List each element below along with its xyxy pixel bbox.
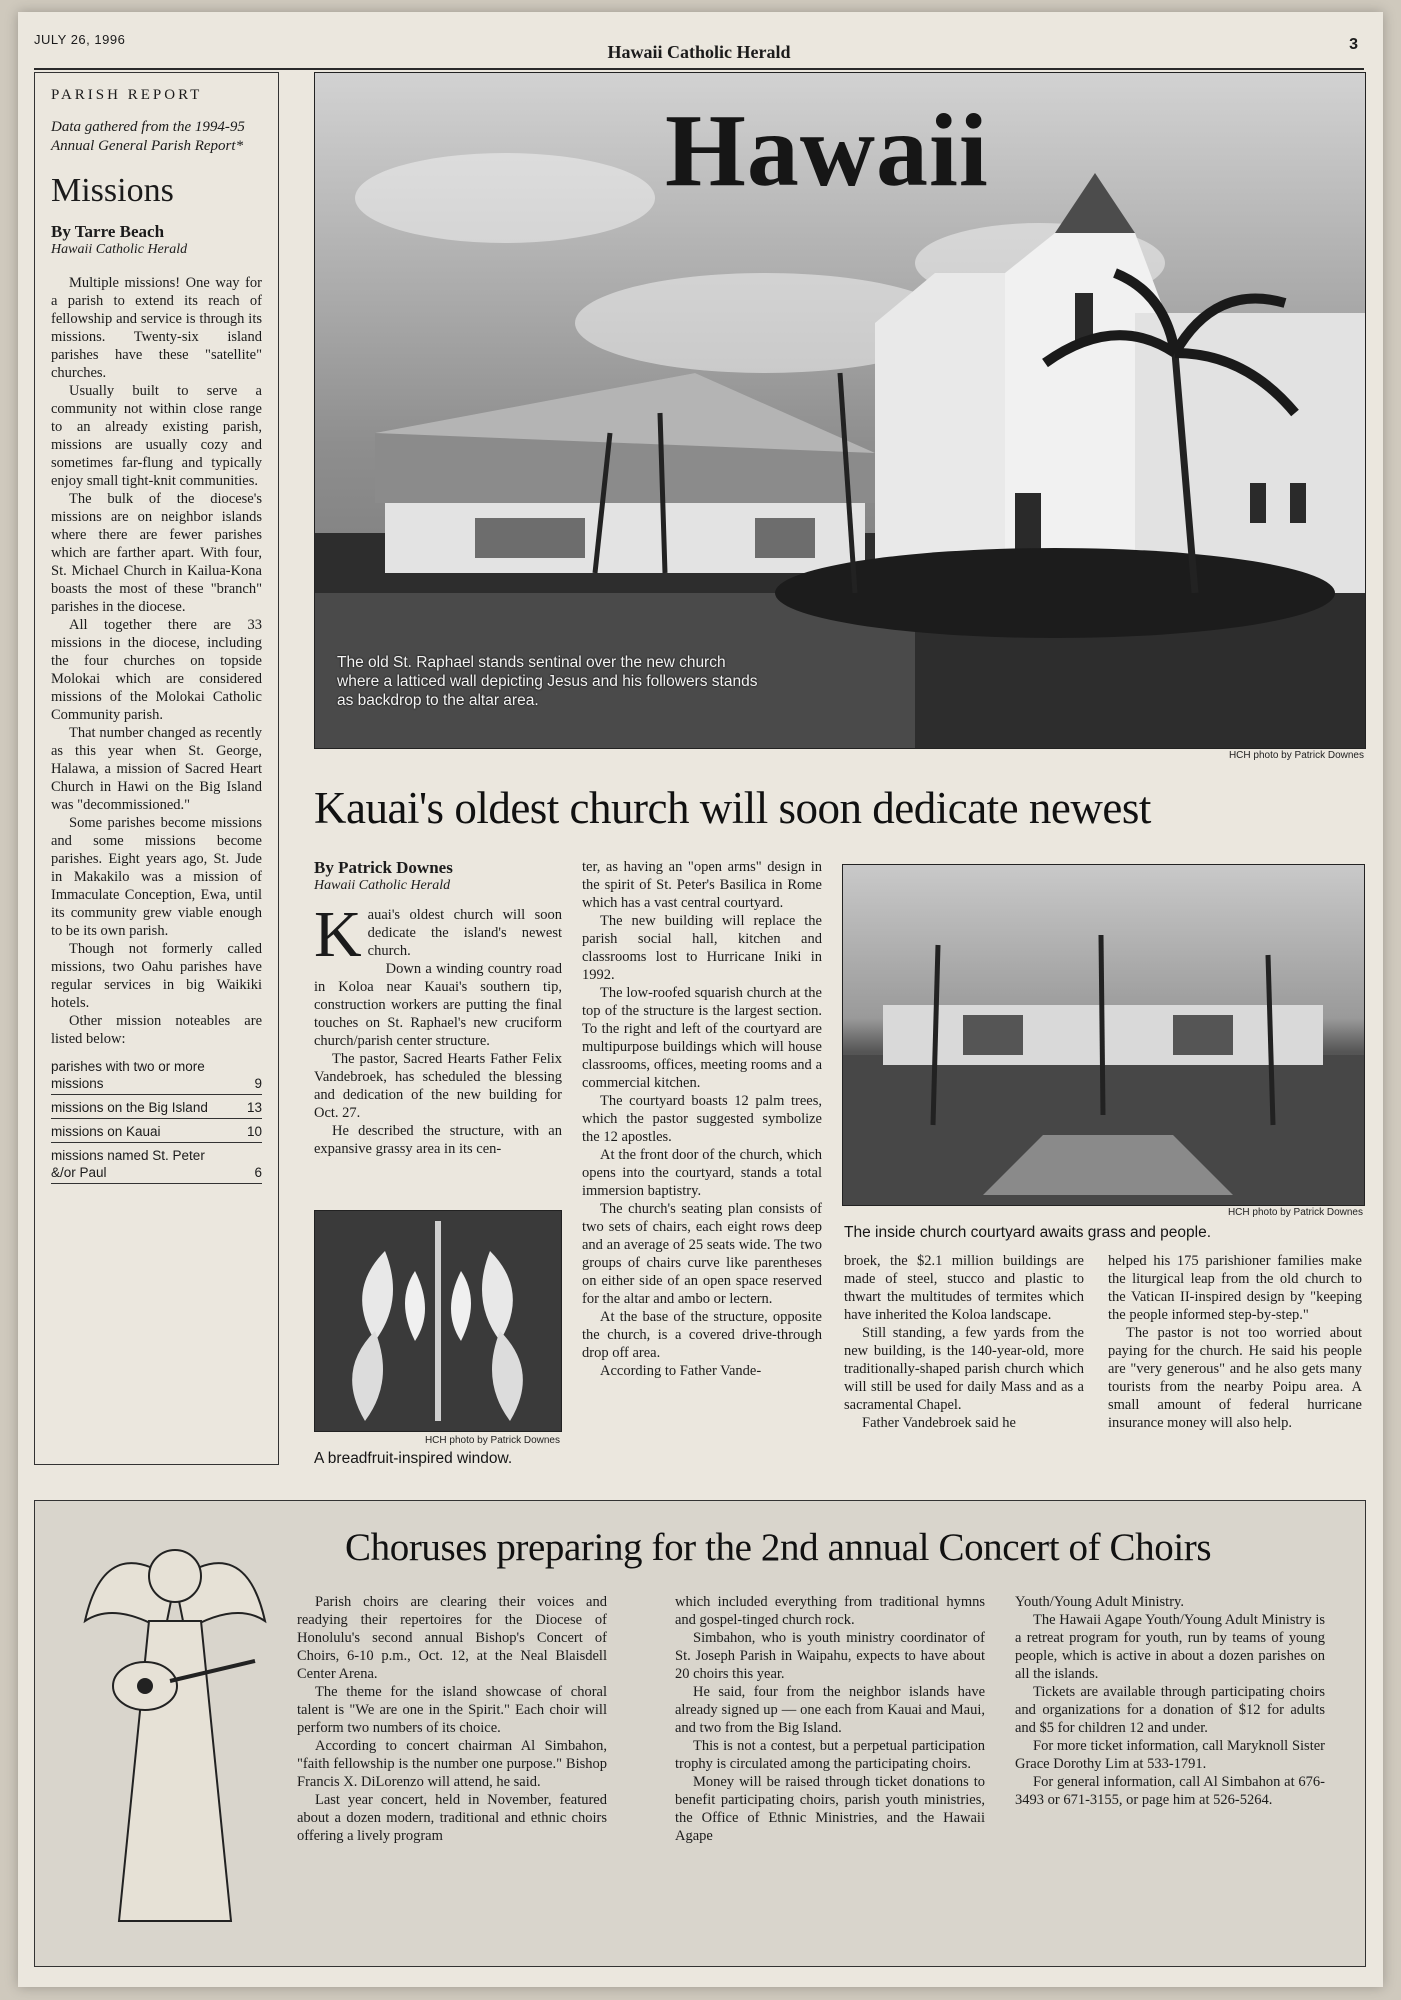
choir-paragraph: Last year concert, held in November, featured about a dozen modern, traditional and ethnic choirs offering a lively program [297,1792,607,1844]
sidebar-body [51,274,262,1048]
courtyard-photo-credit: HCH photo by Patrick Downes [1227,1207,1363,1218]
article-column-4 [1108,1252,1362,1432]
choir-column-3 [1015,1593,1325,1809]
stat-label: missions on Kauai [51,1124,161,1139]
hero-title: Hawaii [665,93,989,208]
choir-paragraph: Money will be raised through ticket donations to benefit participating choirs, parish youth ministries, the Office of Ethnic Ministries, and the Hawaii Agape [675,1774,985,1844]
sidebar-heading: Missions [51,172,174,209]
stat-value: 9 [254,1076,262,1091]
breadfruit-window-photo [314,1210,562,1432]
sidebar-kicker: PARISH REPORT [51,87,203,103]
stat-label: missions named St. Peter &/or Paul [51,1148,205,1180]
parish-report-sidebar [34,72,279,1465]
issue-date: JULY 26, 1996 [34,32,126,47]
church-photo [314,72,1366,749]
choir-column-2 [675,1593,985,1845]
choir-paragraph: This is not a contest, but a perpetual participation trophy is circulated among the participating choirs. [675,1738,985,1772]
drop-cap: K [314,898,362,971]
article-paragraph: The low-roofed squarish church at the top of the structure is the largest section. To the right and left of the courtyard are multipurpose buildings which will house classrooms, offices, meeting rooms and a commercial kitchen. [582,985,822,1091]
article-paragraph: The pastor, Sacred Hearts Father Felix Vandebroek, has scheduled the blessing and dedication of the new building for Oct. 27. [314,1051,562,1121]
sidebar-paragraph: All together there are 33 missions in the diocese, including the four churches on topside Molokai which are considered missions of the Molokai Catholic Community parish. [51,617,262,723]
hero-caption: The old St. Raphael stands sentinal over the new church where a latticed wall depicting Jesus and his followers stands as backdrop to the altar area. [337,654,758,709]
sidebar-byline-name: By Tarre Beach [51,222,165,241]
stat-label: missions on the Big Island [51,1100,208,1115]
article-paragraph: broek, the $2.1 million buildings are made of steel, stucco and plastic to thwart the multitudes of termites which have inherited the Koloa landscape. [844,1253,1084,1323]
stat-value: 10 [246,1124,262,1139]
article-paragraph: Kauai's oldest church will soon dedicate the island's newest church. [314,898,562,971]
article-paragraph: helped his 175 parishioner families make the liturgical leap from the old church to the Vatican II-inspired design by "keeping the people informed step-by-step." [1108,1253,1362,1323]
article-paragraph: The new building will replace the parish social hall, kitchen and classrooms lost to Hurricane Iniki in 1992. [582,913,822,983]
courtyard-illustration [843,865,1364,1205]
choir-paragraph: The theme for the island showcase of choral talent is "We are one in the Spirit." Each choir will perform two numbers of its choice. [297,1684,607,1736]
article-paragraph: According to Father Vande- [600,1363,762,1379]
sidebar-intro: Data gathered from the 1994-95 Annual General Parish Report* [51,119,245,154]
list-item [51,1119,262,1143]
article-column-2 [582,858,822,1380]
page-number: 3 [1349,36,1358,53]
article-paragraph: Father Vandebroek said he [862,1415,1016,1431]
sidebar-paragraph: Other mission noteables are listed below: [51,1013,262,1047]
sidebar-paragraph: Some parishes become missions and some missions become parishes. Eight years ago, St. Jude in Makakilo was a mission of Immaculate Conception, Ewa, until its community grew viable enough to be its own parish. [51,815,262,939]
angel-illustration [75,1521,275,1951]
choir-paragraph: which included everything from traditional hymns and gospel-tinged church rock. [675,1594,985,1628]
sidebar-paragraph: The bulk of the diocese's missions are on neighbor islands where there are fewer parishes which are farther apart. With four, St. Michael Church in Kailua-Kona boasts the most of these "branch" parishes in the diocese. [51,491,262,615]
article-paragraph: At the front door of the church, which opens into the courtyard, stands a total immersion baptistry. [582,1147,822,1199]
choir-paragraph: For general information, call Al Simbahon at 676-3493 or 671-3155, or page him at 526-5264. [1015,1774,1325,1808]
article-paragraph: At the base of the structure, opposite the church, is a covered drive-through drop off area. [582,1309,822,1361]
sidebar-paragraph: Multiple missions! One way for a parish to extend its reach of fellowship and service is through its missions. Twenty-six island parishes have these "satellite" churches. [51,275,262,381]
sidebar-paragraph: Though not formerly called missions, two Oahu parishes have regular services in big Waikiki hotels. [51,941,262,1011]
choir-paragraph: He said, four from the neighbor islands have already signed up — one each from Kauai and Maui, and two from the Big Island. [675,1684,985,1736]
list-item [51,1143,262,1184]
stat-label: parishes with two or more missions [51,1059,205,1091]
article-byline-name: By Patrick Downes [314,858,453,877]
courtyard-photo [842,864,1365,1206]
article-paragraph: ter, as having an "open arms" design in the spirit of St. Peter's Basilica in Rome which has a vast central courtyard. [582,859,822,911]
courtyard-caption: The inside church courtyard awaits grass and people. [844,1224,1212,1241]
list-item [51,1095,262,1119]
sidebar-paragraph: That number changed as recently as this year when St. George, Halawa, a mission of Sacred Heart Church in Hawi on the Big Island was "decommissioned." [51,725,262,813]
choir-paragraph: The Hawaii Agape Youth/Young Adult Ministry is a retreat program for youth, run by teams of young people, which is active in about a dozen parishes on all the islands. [1015,1612,1325,1682]
mission-stats-list [51,1054,262,1184]
choir-headline: Choruses preparing for the 2nd annual Concert of Choirs [345,1526,1212,1569]
article-paragraph: The courtyard boasts 12 palm trees, which the pastor suggested symbolize the 12 apostles. [582,1093,822,1145]
choir-paragraph: According to concert chairman Al Simbahon, "faith fellowship is the number one purpose." Bishop Francis X. DiLorenzo will attend, he said. [297,1738,607,1790]
sidebar-byline-publication: Hawaii Catholic Herald [51,242,188,257]
article-headline: Kauai's oldest church will soon dedicate newest [314,783,1151,833]
list-item [51,1054,262,1095]
article-byline-publication: Hawaii Catholic Herald [314,878,451,893]
masthead [34,22,1364,70]
article-column-1 [314,858,562,1158]
article-paragraph: Still standing, a few yards from the new building, is the 140-year-old, more traditionally-shaped parish church which will still be used for daily Mass and as a sacramental Chapel. [844,1325,1084,1413]
choir-paragraph: Tickets are available through participating choirs and organizations for a donation of $12 for adults and $5 for children 12 and under. [1015,1684,1325,1736]
choir-paragraph: Simbahon, who is youth ministry coordinator of St. Joseph Parish in Waipahu, expects to have about 20 choirs this year. [675,1630,985,1682]
choir-paragraph: For more ticket information, call Maryknoll Sister Grace Dorothy Lim at 533-1791. [1015,1738,1325,1772]
article-paragraph: Down a winding country road in Koloa near Kauai's southern tip, construction workers are putting the final touches on St. Raphael's new cruciform church/parish center structure. [314,961,562,1049]
stat-value: 13 [246,1100,262,1115]
choir-paragraph: Youth/Young Adult Ministry. [1015,1594,1184,1610]
article-paragraph: The church's seating plan consists of two sets of chairs, each eight rows deep and an average of 25 seats wide. The two groups of chairs curve like parentheses on either side of an open space reserved for the altar and ambo or lectern. [582,1201,822,1307]
article-paragraph: He described the structure, with an expansive grassy area in its cen- [314,1123,562,1157]
newspaper-page [18,12,1383,1987]
window-photo-credit: HCH photo by Patrick Downes [424,1435,560,1446]
breadfruit-window-illustration [315,1211,561,1431]
choir-column-1 [297,1593,607,1845]
window-caption: A breadfruit-inspired window. [314,1450,513,1467]
hero-photo-credit: HCH photo by Patrick Downes [1228,750,1364,761]
stat-value: 6 [254,1165,262,1180]
choir-story-box [34,1500,1366,1967]
choir-paragraph: Parish choirs are clearing their voices and readying their repertoires for the Diocese of Honolulu's second annual Bishop's Concert of Choirs, 6-10 p.m., Oct. 12, at the Neal Blaisdell Center Arena. [297,1594,607,1682]
sidebar-paragraph: Usually built to serve a community not within close range to an already existing parish, missions are usually cozy and sometimes far-flung and typically enjoy small tight-knit communities. [51,383,262,489]
article-column-3 [844,1252,1084,1432]
newspaper-title: Hawaii Catholic Herald [607,42,791,62]
article-paragraph: The pastor is not too worried about paying for the church. He said his people are "very generous" and he also gets many tourists from the nearby Poipu area. A small amount of federal hurricane insurance money will also help. [1108,1325,1362,1431]
